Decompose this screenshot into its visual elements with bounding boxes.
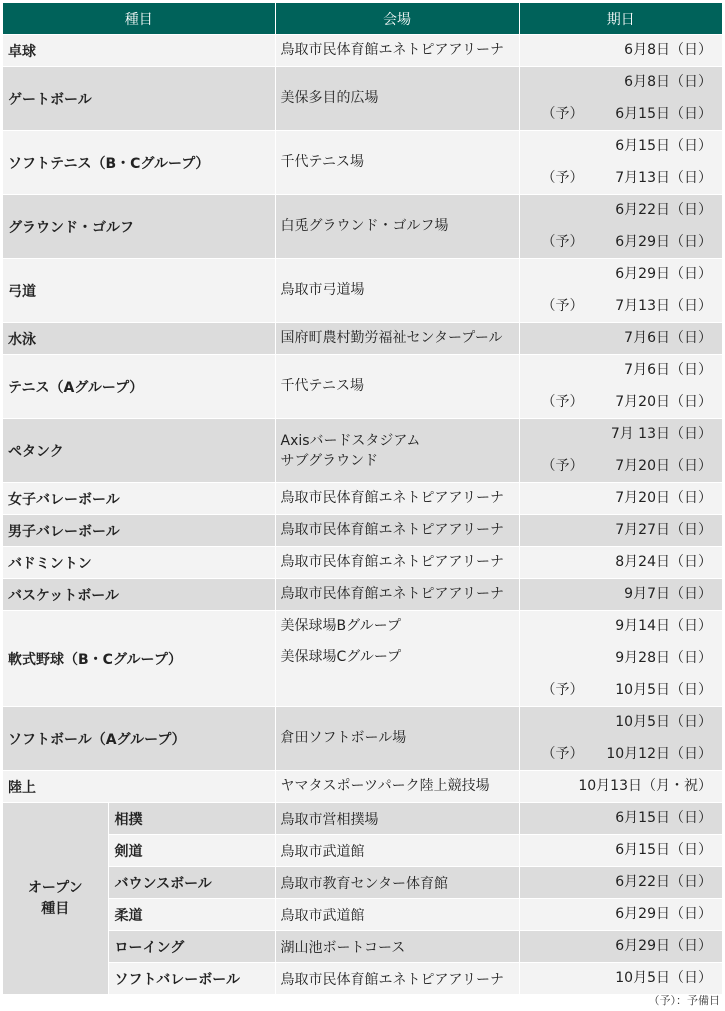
venue-cell bbox=[275, 323, 519, 355]
venue-cell bbox=[275, 771, 519, 803]
venue-text: 鳥取市民体育館エネトピアアリーナ bbox=[280, 42, 504, 58]
event-cell: ゲートボール bbox=[3, 67, 275, 131]
date-text: 6月29日（日） bbox=[615, 234, 712, 250]
venue-cell bbox=[275, 579, 519, 611]
reserve-day-mark: （予） bbox=[541, 682, 584, 698]
event-cell: 水泳 bbox=[3, 323, 275, 355]
date-line bbox=[520, 803, 723, 834]
date-text: 7月27日（日） bbox=[615, 522, 712, 538]
date-line bbox=[520, 899, 723, 930]
event-cell: 女子バレーボール bbox=[3, 483, 275, 515]
open-event-venue: 鳥取市民体育館エネトピアアリーナ bbox=[275, 963, 519, 995]
date-line bbox=[520, 323, 723, 354]
date-line bbox=[520, 547, 723, 578]
date-line bbox=[520, 675, 723, 706]
venue-text: 鳥取市民体育館エネトピアアリーナ bbox=[280, 554, 504, 570]
date-line bbox=[520, 963, 723, 994]
date-text: 10月5日（日） bbox=[615, 970, 712, 986]
date-text: 6月29日（日） bbox=[615, 938, 712, 954]
open-label-line: オープン bbox=[27, 879, 83, 896]
venue-cell bbox=[275, 259, 519, 323]
table-row bbox=[3, 483, 722, 515]
venue-cell bbox=[275, 483, 519, 515]
date-text: 7月 13日（日） bbox=[610, 426, 712, 442]
venue-cell bbox=[275, 195, 519, 259]
table-row bbox=[3, 515, 722, 547]
open-event-row bbox=[3, 803, 722, 835]
date-cell bbox=[519, 515, 722, 547]
date-text: 7月6日（日） bbox=[624, 362, 712, 378]
date-text: 6月22日（日） bbox=[615, 874, 712, 890]
open-event-name: 剣道 bbox=[108, 835, 275, 867]
date-text: 8月24日（日） bbox=[615, 554, 712, 570]
table-row bbox=[3, 67, 722, 131]
reserve-day-mark: （予） bbox=[541, 170, 584, 186]
reserve-day-mark: （予） bbox=[541, 746, 584, 762]
date-text: 7月20日（日） bbox=[615, 394, 712, 410]
date-line bbox=[520, 835, 723, 866]
venue-cell bbox=[275, 67, 519, 131]
date-line bbox=[520, 611, 723, 642]
date-text: 6月8日（日） bbox=[624, 74, 712, 90]
date-cell bbox=[519, 355, 722, 419]
event-cell: ソフトボール（Aグループ） bbox=[3, 707, 275, 771]
venue-text: Axisバードスタジアム bbox=[280, 432, 421, 449]
date-text: 9月7日（日） bbox=[624, 586, 712, 602]
venue-cell bbox=[275, 707, 519, 771]
reserve-day-mark: （予） bbox=[541, 394, 584, 410]
date-line bbox=[520, 739, 723, 770]
event-cell: 弓道 bbox=[3, 259, 275, 323]
open-event-date bbox=[519, 931, 722, 963]
date-cell bbox=[519, 579, 722, 611]
venue-text: ヤマタスポーツパーク陸上競技場 bbox=[280, 778, 490, 794]
date-text: 10月12日（日） bbox=[606, 746, 712, 762]
date-text: 6月15日（日） bbox=[615, 810, 712, 826]
date-line bbox=[520, 579, 723, 610]
date-line bbox=[520, 67, 723, 98]
venue-text: 鳥取市弓道場 bbox=[280, 282, 365, 298]
open-event-date bbox=[519, 899, 722, 931]
date-text: 6月15日（日） bbox=[615, 106, 712, 122]
date-text: 6月29日（日） bbox=[615, 266, 712, 282]
venue-text: 白兎グラウンド・ゴルフ場 bbox=[280, 218, 449, 234]
header-row bbox=[3, 3, 722, 35]
open-event-name: 柔道 bbox=[108, 899, 275, 931]
date-cell bbox=[519, 547, 722, 579]
table-row bbox=[3, 547, 722, 579]
table-row bbox=[3, 195, 722, 259]
open-events-label bbox=[3, 803, 108, 995]
date-text: 6月15日（日） bbox=[615, 138, 712, 154]
date-cell bbox=[519, 67, 722, 131]
header-venue: 会場 bbox=[275, 3, 519, 35]
venue-cell bbox=[275, 355, 519, 419]
date-line bbox=[520, 227, 723, 258]
date-text: 10月5日（日） bbox=[615, 714, 712, 730]
date-text: 7月20日（日） bbox=[615, 458, 712, 474]
open-event-date bbox=[519, 963, 722, 995]
date-text: 10月13日（月・祝） bbox=[578, 778, 712, 794]
date-text: 7月13日（日） bbox=[615, 298, 712, 314]
date-line bbox=[520, 931, 723, 962]
event-cell: ペタンク bbox=[3, 419, 275, 483]
date-text: 7月6日（日） bbox=[624, 330, 712, 346]
event-cell: 陸上 bbox=[3, 771, 275, 803]
footnote: （予）：予備日 bbox=[648, 994, 720, 1007]
schedule-table bbox=[3, 3, 722, 995]
open-event-venue: 鳥取市営相撲場 bbox=[275, 803, 519, 835]
schedule-body bbox=[3, 35, 722, 995]
date-line bbox=[520, 259, 723, 290]
open-event-row bbox=[3, 931, 722, 963]
date-line bbox=[520, 387, 723, 418]
date-line bbox=[520, 291, 723, 322]
open-event-name: ソフトバレーボール bbox=[108, 963, 275, 995]
venue-cell bbox=[275, 611, 519, 707]
event-cell: バスケットボール bbox=[3, 579, 275, 611]
date-text: 6月8日（日） bbox=[624, 42, 712, 58]
reserve-day-mark: （予） bbox=[541, 298, 584, 314]
open-event-row bbox=[3, 899, 722, 931]
event-cell: バドミントン bbox=[3, 547, 275, 579]
open-event-date bbox=[519, 835, 722, 867]
date-cell bbox=[519, 35, 722, 67]
table-row bbox=[3, 131, 722, 195]
date-line bbox=[520, 771, 723, 802]
event-cell: グラウンド・ゴルフ bbox=[3, 195, 275, 259]
venue-text: 美保球場Cグループ bbox=[280, 649, 402, 665]
table-row bbox=[3, 323, 722, 355]
date-cell bbox=[519, 771, 722, 803]
table-row bbox=[3, 259, 722, 323]
venue-text: 千代テニス場 bbox=[280, 154, 364, 170]
date-text: 6月15日（日） bbox=[615, 842, 712, 858]
venue-cell bbox=[275, 131, 519, 195]
table-row bbox=[3, 419, 722, 483]
date-line bbox=[520, 483, 723, 514]
header-event: 種目 bbox=[3, 3, 275, 35]
date-line bbox=[520, 35, 723, 66]
venue-text: 美保多目的広場 bbox=[280, 90, 379, 106]
venue-cell bbox=[275, 547, 519, 579]
date-line bbox=[520, 163, 723, 194]
date-line bbox=[520, 643, 723, 674]
date-text: 10月5日（日） bbox=[615, 682, 712, 698]
table-row bbox=[3, 707, 722, 771]
event-cell: 卓球 bbox=[3, 35, 275, 67]
venue-cell bbox=[275, 35, 519, 67]
open-event-name: バウンスボール bbox=[108, 867, 275, 899]
date-line bbox=[520, 451, 723, 482]
date-text: 6月22日（日） bbox=[615, 202, 712, 218]
date-line bbox=[520, 515, 723, 546]
date-text: 9月14日（日） bbox=[615, 618, 712, 634]
date-cell bbox=[519, 483, 722, 515]
date-cell bbox=[519, 259, 722, 323]
table-row bbox=[3, 611, 722, 707]
event-cell: 男子バレーボール bbox=[3, 515, 275, 547]
date-cell bbox=[519, 419, 722, 483]
date-cell bbox=[519, 131, 722, 195]
table-row bbox=[3, 771, 722, 803]
open-event-venue: 鳥取市武道館 bbox=[275, 835, 519, 867]
open-event-name: 相撲 bbox=[108, 803, 275, 835]
open-event-venue: 湖山池ボートコース bbox=[275, 931, 519, 963]
event-cell: ソフトテニス（B・Cグループ） bbox=[3, 131, 275, 195]
venue-text: 美保球場Bグループ bbox=[280, 618, 401, 634]
open-event-name: ローイング bbox=[108, 931, 275, 963]
date-cell bbox=[519, 707, 722, 771]
date-cell bbox=[519, 611, 722, 707]
date-line bbox=[520, 131, 723, 162]
venue-text: 鳥取市民体育館エネトピアアリーナ bbox=[280, 522, 504, 538]
date-text: 6月29日（日） bbox=[615, 906, 712, 922]
date-cell bbox=[519, 323, 722, 355]
open-label-line: 種目 bbox=[41, 900, 70, 917]
venue-cell bbox=[275, 515, 519, 547]
reserve-day-mark: （予） bbox=[541, 106, 584, 122]
venue-text: 鳥取市民体育館エネトピアアリーナ bbox=[280, 586, 504, 602]
date-line bbox=[520, 195, 723, 226]
date-text: 7月20日（日） bbox=[615, 490, 712, 506]
header-date: 期日 bbox=[519, 3, 722, 35]
event-cell: テニス（Aグループ） bbox=[3, 355, 275, 419]
date-line bbox=[520, 707, 723, 738]
venue-text: 千代テニス場 bbox=[280, 378, 364, 394]
open-event-row bbox=[3, 867, 722, 899]
date-text: 9月28日（日） bbox=[615, 650, 712, 666]
venue-text: 倉田ソフトボール場 bbox=[280, 730, 407, 746]
venue-cell bbox=[275, 419, 519, 483]
date-text: 7月13日（日） bbox=[615, 170, 712, 186]
venue-text: 国府町農村勤労福祉センタープール bbox=[280, 330, 503, 346]
open-event-row bbox=[3, 835, 722, 867]
table-row bbox=[3, 579, 722, 611]
table-row bbox=[3, 35, 722, 67]
venue-text: サブグラウンド bbox=[280, 452, 379, 469]
date-line bbox=[520, 99, 723, 130]
venue-text: 鳥取市民体育館エネトピアアリーナ bbox=[280, 490, 504, 506]
reserve-day-mark: （予） bbox=[541, 234, 584, 250]
table-row bbox=[3, 355, 722, 419]
open-event-venue: 鳥取市武道館 bbox=[275, 899, 519, 931]
open-event-date bbox=[519, 803, 722, 835]
open-event-venue: 鳥取市教育センター体育館 bbox=[275, 867, 519, 899]
date-cell bbox=[519, 195, 722, 259]
open-event-date bbox=[519, 867, 722, 899]
reserve-day-mark: （予） bbox=[541, 458, 584, 474]
date-line bbox=[520, 355, 723, 386]
date-line bbox=[520, 867, 723, 898]
event-cell: 軟式野球（B・Cグループ） bbox=[3, 611, 275, 707]
open-event-row bbox=[3, 963, 722, 995]
date-line bbox=[520, 419, 723, 450]
